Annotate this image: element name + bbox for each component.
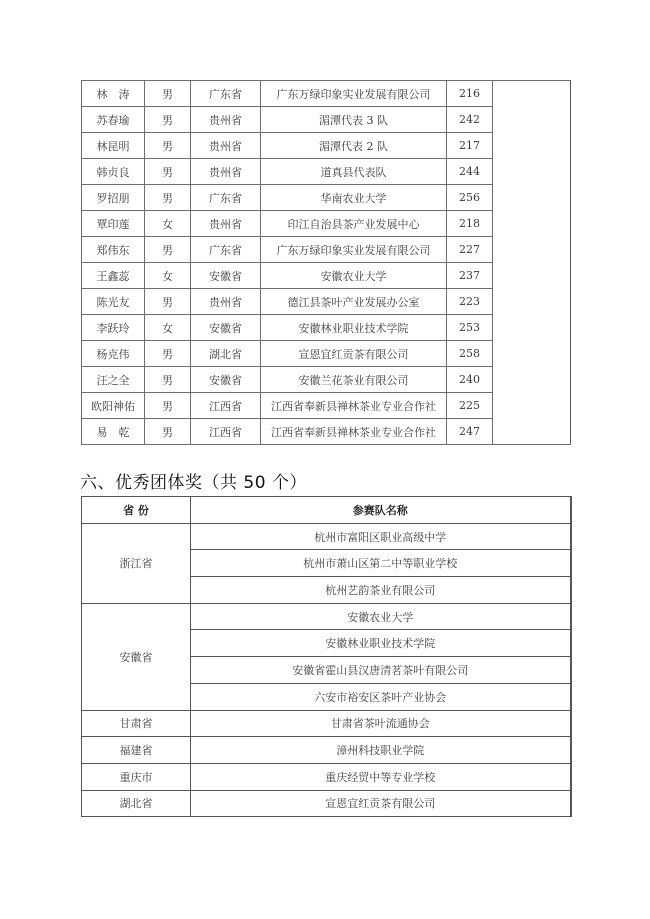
remarks-cell — [493, 81, 571, 445]
gender-cell: 男 — [145, 107, 191, 133]
number-cell: 237 — [447, 263, 493, 289]
table-row — [82, 737, 571, 764]
number-cell: 240 — [447, 367, 493, 393]
number-cell: 258 — [447, 341, 493, 367]
team-name-cell: 六安市裕安区茶叶产业协会 — [191, 683, 571, 710]
unit-cell: 安徽林业职业技术学院 — [261, 315, 447, 341]
gender-cell: 女 — [145, 263, 191, 289]
name-cell: 林 涛 — [82, 81, 145, 107]
table-row — [82, 710, 571, 737]
province-cell: 湖北省 — [191, 341, 261, 367]
province-cell: 广东省 — [191, 185, 261, 211]
gender-cell: 女 — [145, 211, 191, 237]
unit-cell: 德江县茶叶产业发展办公室 — [261, 289, 447, 315]
team-name-cell: 重庆经贸中等专业学校 — [191, 763, 571, 790]
province-cell: 湖北省 — [82, 790, 191, 817]
unit-cell: 安徽兰花茶业有限公司 — [261, 367, 447, 393]
number-cell: 217 — [447, 133, 493, 159]
gender-cell: 男 — [145, 419, 191, 445]
team-name-cell: 杭州市富阳区职业高级中学 — [191, 523, 571, 550]
gender-cell: 男 — [145, 133, 191, 159]
team-award-table — [81, 496, 572, 817]
team-name-cell: 杭州市萧山区第二中等职业学校 — [191, 550, 571, 577]
province-cell: 贵州省 — [191, 133, 261, 159]
table-row — [82, 603, 571, 630]
gender-cell: 男 — [145, 159, 191, 185]
unit-cell: 江西省奉新县禅林茶业专业合作社 — [261, 419, 447, 445]
unit-cell: 湄潭代表 2 队 — [261, 133, 447, 159]
name-cell: 易 乾 — [82, 419, 145, 445]
province-cell: 安徽省 — [191, 367, 261, 393]
team-name-cell: 甘肃省茶叶流通协会 — [191, 710, 571, 737]
name-cell: 覃印莲 — [82, 211, 145, 237]
number-cell: 256 — [447, 185, 493, 211]
province-cell: 浙江省 — [82, 523, 191, 603]
province-cell: 福建省 — [82, 737, 191, 764]
name-cell: 王鑫蕊 — [82, 263, 145, 289]
province-cell: 贵州省 — [191, 159, 261, 185]
number-cell: 244 — [447, 159, 493, 185]
province-cell: 广东省 — [191, 237, 261, 263]
gender-cell: 男 — [145, 367, 191, 393]
gender-cell: 男 — [145, 393, 191, 419]
province-cell: 贵州省 — [191, 289, 261, 315]
name-cell: 杨克伟 — [82, 341, 145, 367]
name-cell: 欧阳神佑 — [82, 393, 145, 419]
team-name-cell: 安徽农业大学 — [191, 603, 571, 630]
unit-cell: 江西省奉新县禅林茶业专业合作社 — [261, 393, 447, 419]
province-cell: 安徽省 — [191, 263, 261, 289]
unit-cell: 湄潭代表 3 队 — [261, 107, 447, 133]
team-name-cell: 安徽省霍山县汉唐清茗茶叶有限公司 — [191, 657, 571, 684]
individual-award-table — [81, 80, 571, 445]
team-name-cell: 杭州艺韵茶业有限公司 — [191, 577, 571, 604]
number-cell: 242 — [447, 107, 493, 133]
gender-cell: 男 — [145, 185, 191, 211]
name-cell: 韩贞良 — [82, 159, 145, 185]
gender-cell: 女 — [145, 315, 191, 341]
name-cell: 林昆明 — [82, 133, 145, 159]
number-cell: 227 — [447, 237, 493, 263]
province-cell: 贵州省 — [191, 211, 261, 237]
province-cell: 江西省 — [191, 419, 261, 445]
unit-cell: 安徽农业大学 — [261, 263, 447, 289]
gender-cell: 男 — [145, 289, 191, 315]
province-cell: 贵州省 — [191, 107, 261, 133]
gender-cell: 男 — [145, 237, 191, 263]
number-cell: 223 — [447, 289, 493, 315]
province-cell: 安徽省 — [82, 603, 191, 710]
header-team-name: 参赛队名称 — [191, 497, 571, 524]
number-cell: 247 — [447, 419, 493, 445]
name-cell: 汪之全 — [82, 367, 145, 393]
table-row — [82, 81, 571, 107]
province-cell: 广东省 — [191, 81, 261, 107]
table-row — [82, 763, 571, 790]
province-cell: 江西省 — [191, 393, 261, 419]
name-cell: 苏春瑜 — [82, 107, 145, 133]
name-cell: 李跃玲 — [82, 315, 145, 341]
table-row — [82, 790, 571, 817]
unit-cell: 印江自治县茶产业发展中心 — [261, 211, 447, 237]
section-heading: 六、优秀团体奖（共 50 个） — [80, 473, 307, 493]
name-cell: 陈光友 — [82, 289, 145, 315]
unit-cell: 广东万绿印象实业发展有限公司 — [261, 237, 447, 263]
table-row — [82, 523, 571, 550]
unit-cell: 广东万绿印象实业发展有限公司 — [261, 81, 447, 107]
province-cell: 甘肃省 — [82, 710, 191, 737]
number-cell: 253 — [447, 315, 493, 341]
number-cell: 225 — [447, 393, 493, 419]
gender-cell: 男 — [145, 81, 191, 107]
table-header-row — [82, 497, 571, 524]
number-cell: 218 — [447, 211, 493, 237]
team-name-cell: 宣恩宜红贡茶有限公司 — [191, 790, 571, 817]
unit-cell: 宣恩宜红贡茶有限公司 — [261, 341, 447, 367]
header-province: 省 份 — [82, 497, 191, 524]
name-cell: 罗招朋 — [82, 185, 145, 211]
unit-cell: 道真县代表队 — [261, 159, 447, 185]
gender-cell: 男 — [145, 341, 191, 367]
province-cell: 安徽省 — [191, 315, 261, 341]
team-name-cell: 安徽林业职业技术学院 — [191, 630, 571, 657]
province-cell: 重庆市 — [82, 763, 191, 790]
number-cell: 216 — [447, 81, 493, 107]
team-name-cell: 漳州科技职业学院 — [191, 737, 571, 764]
name-cell: 郑伟东 — [82, 237, 145, 263]
unit-cell: 华南农业大学 — [261, 185, 447, 211]
